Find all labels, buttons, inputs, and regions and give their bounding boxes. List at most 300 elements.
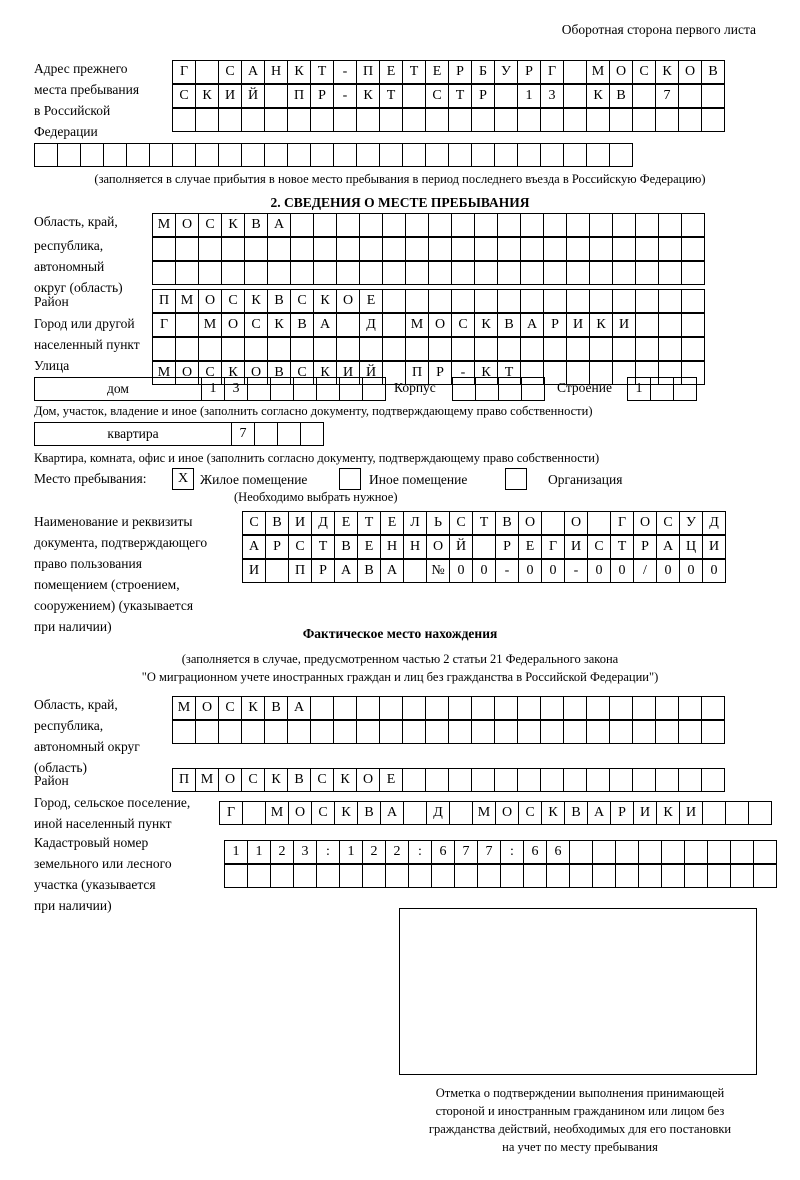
form-cell[interactable]	[563, 768, 587, 792]
form-cell[interactable]	[195, 60, 219, 84]
form-cell[interactable]	[402, 720, 426, 744]
form-cell[interactable]	[471, 143, 495, 167]
form-cell[interactable]: Т	[448, 84, 472, 108]
form-cell[interactable]	[290, 261, 314, 285]
prev-address-row-2[interactable]	[172, 84, 724, 108]
form-cell[interactable]	[540, 108, 564, 132]
form-cell[interactable]: А	[313, 313, 337, 337]
form-cell[interactable]	[149, 143, 173, 167]
form-cell[interactable]	[566, 337, 590, 361]
form-cell[interactable]	[402, 696, 426, 720]
form-cell[interactable]	[661, 864, 685, 888]
form-cell[interactable]	[333, 696, 357, 720]
form-cell[interactable]: 2	[270, 840, 294, 864]
form-cell[interactable]: А	[656, 535, 680, 559]
form-cell[interactable]	[494, 84, 518, 108]
form-cell[interactable]: К	[244, 289, 268, 313]
form-cell[interactable]: И	[566, 313, 590, 337]
form-cell[interactable]: Г	[219, 801, 243, 825]
form-cell[interactable]	[541, 511, 565, 535]
form-cell[interactable]: В	[357, 801, 381, 825]
form-cell[interactable]: А	[587, 801, 611, 825]
form-cell[interactable]	[379, 108, 403, 132]
form-cell[interactable]	[563, 143, 587, 167]
form-cell[interactable]	[316, 377, 340, 401]
form-cell[interactable]	[592, 840, 616, 864]
form-cell[interactable]	[730, 840, 754, 864]
form-cell[interactable]: Т	[310, 60, 334, 84]
form-cell[interactable]	[448, 108, 472, 132]
form-cell[interactable]	[678, 108, 702, 132]
form-cell[interactable]: -	[495, 559, 519, 583]
form-cell[interactable]	[563, 696, 587, 720]
form-cell[interactable]: М	[265, 801, 289, 825]
form-cell[interactable]: С	[198, 213, 222, 237]
form-cell[interactable]	[403, 801, 427, 825]
form-cell[interactable]	[451, 261, 475, 285]
form-cell[interactable]	[195, 108, 219, 132]
form-cell[interactable]	[221, 337, 245, 361]
form-cell[interactable]	[336, 261, 360, 285]
form-cell[interactable]: В	[497, 313, 521, 337]
form-cell[interactable]	[497, 289, 521, 313]
form-cell[interactable]: Г	[152, 313, 176, 337]
form-cell[interactable]: 1	[224, 840, 248, 864]
form-cell[interactable]: 7	[655, 84, 679, 108]
form-cell[interactable]	[310, 143, 334, 167]
stamp-box[interactable]	[399, 908, 757, 1075]
form-cell[interactable]	[359, 213, 383, 237]
form-cell[interactable]	[612, 337, 636, 361]
form-cell[interactable]	[356, 720, 380, 744]
prev-address-row-3[interactable]	[172, 108, 724, 132]
form-cell[interactable]: Р	[543, 313, 567, 337]
form-cell[interactable]: Р	[311, 559, 335, 583]
form-cell[interactable]: 6	[431, 840, 455, 864]
form-cell[interactable]: С	[587, 535, 611, 559]
form-cell[interactable]	[615, 840, 639, 864]
region-row-1[interactable]	[152, 213, 704, 237]
form-cell[interactable]: О	[609, 60, 633, 84]
form-cell[interactable]: Р	[448, 60, 472, 84]
form-cell[interactable]	[402, 108, 426, 132]
form-cell[interactable]: П	[152, 289, 176, 313]
cadastral-row-2[interactable]	[224, 864, 776, 888]
form-cell[interactable]	[748, 801, 772, 825]
form-cell[interactable]	[701, 768, 725, 792]
form-cell[interactable]	[313, 237, 337, 261]
form-cell[interactable]	[586, 720, 610, 744]
form-cell[interactable]: Д	[702, 511, 726, 535]
form-cell[interactable]	[333, 143, 357, 167]
form-cell[interactable]	[592, 864, 616, 888]
al-city-row[interactable]	[219, 801, 771, 825]
form-cell[interactable]	[681, 289, 705, 313]
form-cell[interactable]: И	[218, 84, 242, 108]
form-cell[interactable]: О	[336, 289, 360, 313]
house-cells[interactable]	[201, 377, 385, 401]
form-cell[interactable]: К	[195, 84, 219, 108]
form-cell[interactable]	[540, 143, 564, 167]
form-cell[interactable]	[408, 864, 432, 888]
form-cell[interactable]: О	[356, 768, 380, 792]
form-cell[interactable]: О	[221, 313, 245, 337]
place-type-checkbox-zhiloe[interactable]	[172, 468, 194, 490]
form-cell[interactable]	[428, 337, 452, 361]
form-cell[interactable]: Й	[241, 84, 265, 108]
doc-row-3[interactable]	[242, 559, 725, 583]
form-cell[interactable]	[609, 696, 633, 720]
form-cell[interactable]: У	[494, 60, 518, 84]
form-cell[interactable]: Е	[425, 60, 449, 84]
form-cell[interactable]	[650, 377, 674, 401]
form-cell[interactable]: Р	[428, 361, 452, 385]
form-cell[interactable]: А	[287, 696, 311, 720]
form-cell[interactable]: Р	[495, 535, 519, 559]
form-cell[interactable]	[428, 289, 452, 313]
form-cell[interactable]	[313, 261, 337, 285]
form-cell[interactable]: П	[405, 361, 429, 385]
form-cell[interactable]	[589, 337, 613, 361]
form-cell[interactable]: Е	[518, 535, 542, 559]
form-cell[interactable]: С	[656, 511, 680, 535]
form-cell[interactable]: Т	[402, 60, 426, 84]
form-cell[interactable]	[612, 261, 636, 285]
form-cell[interactable]	[587, 511, 611, 535]
form-cell[interactable]	[635, 213, 659, 237]
form-cell[interactable]	[316, 864, 340, 888]
form-cell[interactable]: С	[241, 768, 265, 792]
form-cell[interactable]	[725, 801, 749, 825]
form-cell[interactable]	[264, 108, 288, 132]
form-cell[interactable]	[658, 261, 682, 285]
form-cell[interactable]	[425, 768, 449, 792]
form-cell[interactable]: 3	[293, 840, 317, 864]
form-cell[interactable]	[471, 108, 495, 132]
form-cell[interactable]	[566, 237, 590, 261]
form-cell[interactable]	[615, 864, 639, 888]
form-cell[interactable]: Ь	[426, 511, 450, 535]
form-cell[interactable]	[678, 768, 702, 792]
form-cell[interactable]	[448, 696, 472, 720]
form-cell[interactable]	[379, 696, 403, 720]
prev-address-row-1[interactable]	[172, 60, 724, 84]
form-cell[interactable]	[678, 696, 702, 720]
form-cell[interactable]: С	[198, 361, 222, 385]
form-cell[interactable]	[546, 864, 570, 888]
form-cell[interactable]: С	[449, 511, 473, 535]
form-cell[interactable]	[609, 768, 633, 792]
district-row[interactable]	[152, 289, 704, 313]
form-cell[interactable]	[477, 864, 501, 888]
form-cell[interactable]	[264, 84, 288, 108]
cadastral-row-1[interactable]	[224, 840, 776, 864]
form-cell[interactable]	[543, 237, 567, 261]
form-cell[interactable]: В	[244, 213, 268, 237]
form-cell[interactable]: 0	[610, 559, 634, 583]
form-cell[interactable]: И	[564, 535, 588, 559]
form-cell[interactable]	[701, 84, 725, 108]
form-cell[interactable]	[264, 143, 288, 167]
form-cell[interactable]	[589, 289, 613, 313]
form-cell[interactable]	[448, 768, 472, 792]
form-cell[interactable]	[405, 237, 429, 261]
form-cell[interactable]: К	[241, 696, 265, 720]
form-cell[interactable]	[520, 213, 544, 237]
form-cell[interactable]	[684, 864, 708, 888]
form-cell[interactable]: К	[586, 84, 610, 108]
form-cell[interactable]: В	[334, 535, 358, 559]
form-cell[interactable]	[382, 213, 406, 237]
form-cell[interactable]: П	[287, 84, 311, 108]
form-cell[interactable]	[336, 337, 360, 361]
form-cell[interactable]	[521, 377, 545, 401]
form-cell[interactable]	[566, 289, 590, 313]
place-type-checkbox-organizaciya[interactable]	[505, 468, 527, 490]
form-cell[interactable]	[310, 720, 334, 744]
form-cell[interactable]	[267, 337, 291, 361]
form-cell[interactable]	[494, 143, 518, 167]
form-cell[interactable]: Е	[359, 289, 383, 313]
form-cell[interactable]: К	[221, 213, 245, 237]
doc-row-2[interactable]	[242, 535, 725, 559]
form-cell[interactable]	[451, 213, 475, 237]
form-cell[interactable]	[382, 237, 406, 261]
form-cell[interactable]: В	[264, 696, 288, 720]
form-cell[interactable]	[242, 801, 266, 825]
form-cell[interactable]	[586, 696, 610, 720]
form-cell[interactable]	[265, 559, 289, 583]
form-cell[interactable]: С	[221, 289, 245, 313]
form-cell[interactable]: 1	[201, 377, 225, 401]
form-cell[interactable]: 2	[385, 840, 409, 864]
form-cell[interactable]: Р	[471, 84, 495, 108]
form-cell[interactable]	[497, 337, 521, 361]
form-cell[interactable]	[586, 108, 610, 132]
form-cell[interactable]: Г	[172, 60, 196, 84]
form-cell[interactable]	[609, 720, 633, 744]
form-cell[interactable]	[218, 143, 242, 167]
form-cell[interactable]: С	[242, 511, 266, 535]
form-cell[interactable]	[247, 864, 271, 888]
form-cell[interactable]	[517, 108, 541, 132]
form-cell[interactable]	[658, 337, 682, 361]
form-cell[interactable]: 7	[231, 422, 255, 446]
form-cell[interactable]: И	[679, 801, 703, 825]
form-cell[interactable]	[753, 864, 777, 888]
form-cell[interactable]	[517, 768, 541, 792]
form-cell[interactable]	[707, 840, 731, 864]
form-cell[interactable]	[336, 237, 360, 261]
form-cell[interactable]: 0	[518, 559, 542, 583]
form-cell[interactable]: В	[267, 289, 291, 313]
form-cell[interactable]	[497, 237, 521, 261]
form-cell[interactable]: 3	[224, 377, 248, 401]
form-cell[interactable]: Р	[633, 535, 657, 559]
form-cell[interactable]	[293, 377, 317, 401]
form-cell[interactable]: В	[267, 361, 291, 385]
form-cell[interactable]	[425, 696, 449, 720]
form-cell[interactable]	[221, 261, 245, 285]
form-cell[interactable]	[586, 143, 610, 167]
form-cell[interactable]: К	[287, 60, 311, 84]
form-cell[interactable]: Р	[265, 535, 289, 559]
form-cell[interactable]	[540, 768, 564, 792]
form-cell[interactable]: Р	[610, 801, 634, 825]
form-cell[interactable]	[612, 289, 636, 313]
form-cell[interactable]	[428, 261, 452, 285]
form-cell[interactable]	[655, 108, 679, 132]
form-cell[interactable]: Е	[379, 60, 403, 84]
form-cell[interactable]: А	[334, 559, 358, 583]
form-cell[interactable]	[428, 237, 452, 261]
form-cell[interactable]: А	[242, 535, 266, 559]
form-cell[interactable]	[195, 143, 219, 167]
form-cell[interactable]: П	[172, 768, 196, 792]
region-row-3[interactable]	[152, 261, 704, 285]
form-cell[interactable]	[425, 143, 449, 167]
form-cell[interactable]: В	[290, 313, 314, 337]
form-cell[interactable]	[287, 720, 311, 744]
form-cell[interactable]	[405, 261, 429, 285]
form-cell[interactable]: С	[425, 84, 449, 108]
form-cell[interactable]	[681, 213, 705, 237]
form-cell[interactable]	[540, 696, 564, 720]
form-cell[interactable]: Е	[357, 535, 381, 559]
form-cell[interactable]	[267, 261, 291, 285]
form-cell[interactable]	[701, 720, 725, 744]
form-cell[interactable]: К	[474, 361, 498, 385]
form-cell[interactable]	[175, 313, 199, 337]
form-cell[interactable]: В	[495, 511, 519, 535]
form-cell[interactable]: К	[264, 768, 288, 792]
form-cell[interactable]: Л	[403, 511, 427, 535]
form-cell[interactable]	[333, 720, 357, 744]
form-cell[interactable]	[336, 213, 360, 237]
form-cell[interactable]: К	[655, 60, 679, 84]
form-cell[interactable]: В	[701, 60, 725, 84]
form-cell[interactable]: К	[334, 801, 358, 825]
form-cell[interactable]: М	[195, 768, 219, 792]
form-cell[interactable]: -	[564, 559, 588, 583]
form-cell[interactable]	[451, 337, 475, 361]
form-cell[interactable]	[609, 143, 633, 167]
form-cell[interactable]: К	[313, 361, 337, 385]
form-cell[interactable]: П	[356, 60, 380, 84]
form-cell[interactable]: К	[267, 313, 291, 337]
form-cell[interactable]	[474, 237, 498, 261]
form-cell[interactable]	[635, 337, 659, 361]
form-cell[interactable]	[563, 60, 587, 84]
form-cell[interactable]: Е	[380, 511, 404, 535]
form-cell[interactable]: Н	[380, 535, 404, 559]
form-cell[interactable]	[290, 337, 314, 361]
form-cell[interactable]: М	[405, 313, 429, 337]
form-cell[interactable]: И	[242, 559, 266, 583]
form-cell[interactable]	[356, 696, 380, 720]
form-cell[interactable]	[520, 337, 544, 361]
form-cell[interactable]	[244, 337, 268, 361]
form-cell[interactable]: :	[500, 840, 524, 864]
form-cell[interactable]	[563, 720, 587, 744]
form-cell[interactable]: 1	[627, 377, 651, 401]
form-cell[interactable]	[382, 313, 406, 337]
form-cell[interactable]	[702, 801, 726, 825]
form-cell[interactable]	[277, 422, 301, 446]
form-cell[interactable]	[500, 864, 524, 888]
form-cell[interactable]: В	[564, 801, 588, 825]
form-cell[interactable]	[454, 864, 478, 888]
form-cell[interactable]: 0	[587, 559, 611, 583]
form-cell[interactable]	[428, 213, 452, 237]
form-cell[interactable]: -	[333, 84, 357, 108]
form-cell[interactable]	[474, 213, 498, 237]
form-cell[interactable]	[520, 261, 544, 285]
form-cell[interactable]: М	[586, 60, 610, 84]
form-cell[interactable]	[471, 720, 495, 744]
form-cell[interactable]: С	[451, 313, 475, 337]
form-cell[interactable]: 1	[247, 840, 271, 864]
form-cell[interactable]: К	[474, 313, 498, 337]
form-cell[interactable]	[356, 108, 380, 132]
form-cell[interactable]	[290, 213, 314, 237]
form-cell[interactable]	[310, 696, 334, 720]
form-cell[interactable]	[494, 720, 518, 744]
form-cell[interactable]: О	[564, 511, 588, 535]
form-cell[interactable]	[658, 313, 682, 337]
form-cell[interactable]: -	[451, 361, 475, 385]
korpus-cells[interactable]	[452, 377, 544, 401]
form-cell[interactable]	[471, 696, 495, 720]
form-cell[interactable]	[57, 143, 81, 167]
street-row-1[interactable]	[152, 337, 704, 361]
form-cell[interactable]: Й	[359, 361, 383, 385]
form-cell[interactable]: Е	[334, 511, 358, 535]
form-cell[interactable]	[655, 768, 679, 792]
form-cell[interactable]: С	[290, 289, 314, 313]
form-cell[interactable]	[753, 840, 777, 864]
form-cell[interactable]: А	[380, 559, 404, 583]
form-cell[interactable]	[336, 313, 360, 337]
form-cell[interactable]	[382, 261, 406, 285]
form-cell[interactable]	[356, 143, 380, 167]
form-cell[interactable]: 1	[517, 84, 541, 108]
form-cell[interactable]: О	[288, 801, 312, 825]
form-cell[interactable]: 2	[362, 840, 386, 864]
form-cell[interactable]	[287, 108, 311, 132]
form-cell[interactable]: С	[311, 801, 335, 825]
form-cell[interactable]: П	[288, 559, 312, 583]
form-cell[interactable]	[632, 720, 656, 744]
form-cell[interactable]: Д	[426, 801, 450, 825]
form-cell[interactable]	[152, 261, 176, 285]
form-cell[interactable]: Г	[541, 535, 565, 559]
form-cell[interactable]	[474, 289, 498, 313]
form-cell[interactable]: А	[241, 60, 265, 84]
form-cell[interactable]	[359, 337, 383, 361]
form-cell[interactable]: :	[316, 840, 340, 864]
form-cell[interactable]	[333, 108, 357, 132]
form-cell[interactable]	[287, 143, 311, 167]
form-cell[interactable]: Е	[379, 768, 403, 792]
form-cell[interactable]	[198, 261, 222, 285]
form-cell[interactable]	[198, 337, 222, 361]
form-cell[interactable]	[566, 213, 590, 237]
form-cell[interactable]	[452, 377, 476, 401]
form-cell[interactable]	[494, 108, 518, 132]
form-cell[interactable]: 6	[546, 840, 570, 864]
form-cell[interactable]: №	[426, 559, 450, 583]
